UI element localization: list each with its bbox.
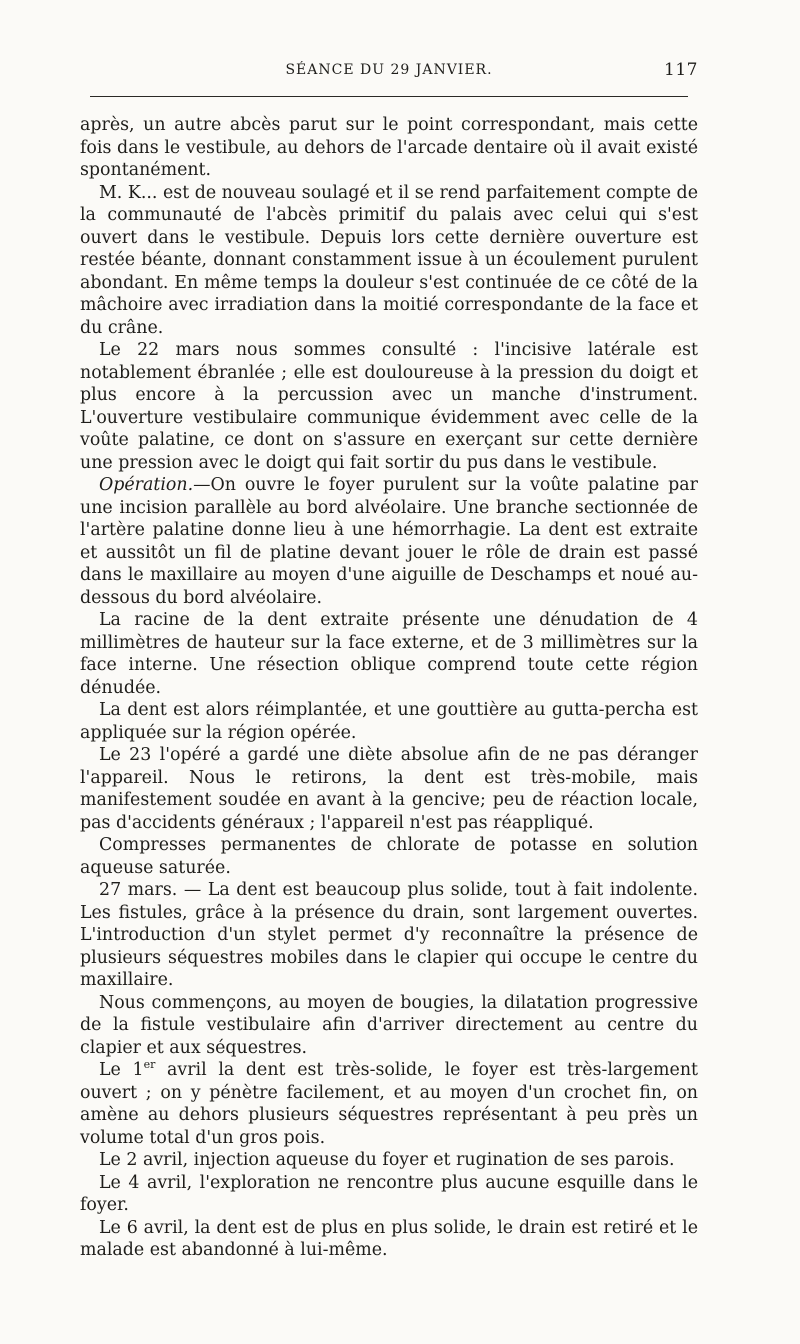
paragraph: Nous commençons, au moyen de bougies, la dilatation progressive de la fistule vestibulaire afin d'arriver directement au centre du clapier et aux séquestres. [80,992,698,1058]
paragraph: La dent est alors réimplantée, et une gouttière au gutta-percha est appliquée sur la région opérée. [80,700,698,743]
paragraph: Le 2 avril, injection aqueuse du foyer et rugination de ses parois. [99,1150,675,1170]
page-number: 117 [664,60,698,80]
paragraph: Le 23 l'opéré a gardé une diète absolue afin de ne pas déranger l'appareil. Nous le retirons, la dent est très-mobile, mais manifestement soudée en avant à la gencive; peu de réaction locale, pas d'accidents généraux ; l'appareil n'est pas réappliqué. [80,745,698,833]
paragraph: Le 4 avril, l'exploration ne rencontre plus aucune esquille dans le foyer. [80,1172,698,1215]
paragraph: La racine de la dent extraite présente une dénudation de 4 millimètres de hauteur sur la face externe, et de 3 millimètres sur la face interne. Une résection oblique comprend toute cette région dénudée. [80,610,698,698]
header-rule [90,96,688,97]
paragraph: Opération.—On ouvre le foyer purulent sur la voûte palatine par une incision parallèle au bord alvéolaire. Une branche sectionnée de l'artère palatine donne lieu à une hémorrhagie. La dent est extraite et aussitôt un fil de platine devant jouer le rôle de drain est passé dans le maxillaire au moyen d'une aiguille de Deschamps et noué au-dessous du bord alvéolaire. [80,475,698,608]
running-title: SÉANCE DU 29 JANVIER. [285,62,493,78]
paragraph: Le 6 avril, la dent est de plus en plus solide, le drain est retiré et le malade est abandonné à lui-même. [80,1217,698,1260]
running-header [80,60,698,84]
book-page [80,0,698,1344]
body-text [80,114,698,1262]
superscript: er [143,1058,156,1072]
paragraph: 27 mars. — La dent est beaucoup plus solide, tout à fait indolente. Les fistules, grâce à la présence du drain, sont largement ouvertes. L'introduction d'un stylet permet d'y reconnaître la présence de plusieurs séquestres mobiles dans le clapier qui occupe le centre du maxillaire. [80,880,698,990]
paragraph: Le 22 mars nous sommes consulté : l'incisive latérale est notablement ébranlée ; elle est douloureuse à la pression du doigt et plus encore à la percussion avec un manche d'instrument. L'ouverture vestibulaire communique évidemment avec celle de la voûte palatine, ce dont on s'assure en exerçant sur cette dernière une pression avec le doigt qui fait sortir du pus dans le vestibule. [80,340,698,473]
italic-lead: Opération. [99,475,194,495]
paragraph: après, un autre abcès parut sur le point correspondant, mais cette fois dans le vestibule, au dehors de l'arcade dentaire où il avait existé spontanément. [80,115,698,180]
paragraph: Le 1er avril la dent est très-solide, le foyer est très-largement ouvert ; on y pénètre facilement, et au moyen d'un crochet fin, on amène au dehors plusieurs séquestres représentant à peu près un volume total d'un gros pois. [80,1058,699,1148]
paragraph: Compresses permanentes de chlorate de potasse en solution aqueuse saturée. [80,835,698,878]
paragraph: M. K... est de nouveau soulagé et il se rend parfaitement compte de la communauté de l'abcès primitif du palais avec celui qui s'est ouvert dans le vestibule. Depuis lors cette dernière ouverture est restée béante, donnant constamment issue à un écoulement purulent abondant. En même temps la douleur s'est continuée de ce côté de la mâchoire avec irradiation dans la moitié correspondante de la face et du crâne. [80,182,698,338]
